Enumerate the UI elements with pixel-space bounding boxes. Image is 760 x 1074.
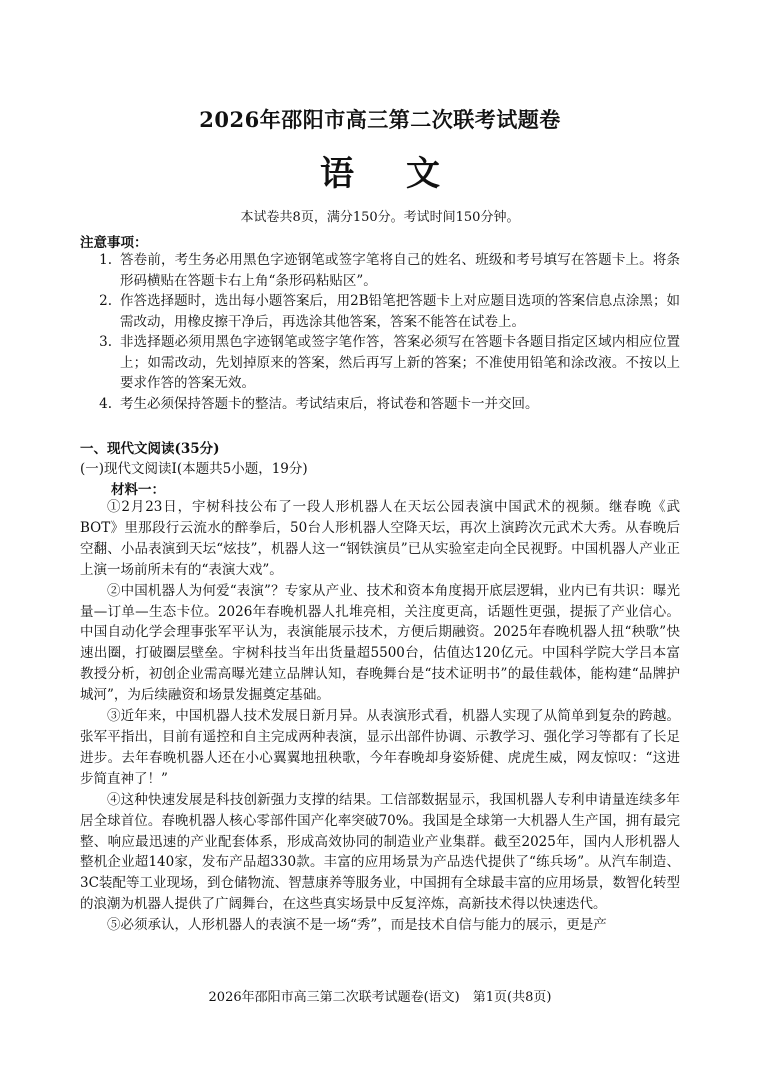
notice-title: 注意事项：: [80, 235, 148, 251]
subject-title: [0, 146, 760, 195]
subject-char-1: 语: [320, 154, 354, 194]
notice-list: [80, 250, 680, 414]
notice-item: [80, 394, 680, 415]
exam-info: 本试卷共8页，满分150分。考试时间150分钟。: [240, 210, 520, 225]
page-footer: 2026年邵阳市高三第二次联考试题卷(语文) 第1页(共8页): [208, 990, 552, 1005]
paragraph: ④这种快速发展是科技创新强力支撑的结果。工信部数据显示，我国机器人专利申请量连续多年居全球首位。春晚机器人核心零部件国产化率突破70%。我国是全球第一大机器人生产国，拥有最完整、响应最迅速的产业配套体系，形成高效协同的制造业产业集群。截至2025年，国内人形机器人整机企业超140家，发布产品超330款。丰富的应用场景为产品迭代提供了“练兵场”。从汽车制造、3C装配等工业现场，到仓储物流、智慧康养等服务业，中国拥有全球最丰富的应用场景，数智化转型的浪潮为机器人提供了广阔舞台，在这些真实场景中反复淬炼，高新技术得以快速迭代。: [80, 791, 680, 913]
notice-item: [80, 332, 680, 394]
notice-text: 考生必须保持答题卡的整洁。考试结束后，将试卷和答题卡一并交回。: [120, 395, 539, 412]
paragraph: ②中国机器人为何爱“表演”？专家从产业、技术和资本角度揭开底层逻辑，业内已有共识：曝光量—订单—生态卡位。2026年春晚机器人扎堆亮相，关注度更高，话题性更强，提振了产业信心。中国自动化学会理事张军平认为，表演能展示技术，方便后期融资。2025年春晚机器人扭“秧歌”快速出圈，打破圈层壁垒。宇树科技当年出货量超5500台，估值达120亿元。中国科学院大学吕本富教授分析，初创企业需高曝光建立品牌认知，春晚舞台是“技术证明书”的最佳载体，能构建“品牌护城河”，为后续融资和场景发掘奠定基础。: [80, 582, 680, 704]
paragraph: ③近年来，中国机器人技术发展日新月异。从表演形式看，机器人实现了从简单到复杂的跨越。张军平指出，目前有遥控和自主完成两种表演，显示出部件协调、示教学习、强化学习等都有了长足进步。去年春晚机器人还在小心翼翼地扭秧歌，今年春晚却身姿矫健、虎虎生威，网友惊叹：“这进步简直神了！”: [80, 708, 680, 787]
notice-text: 答卷前，考生务必用黑色字迹钢笔或签字笔将自己的姓名、班级和考号填写在答题卡上。将条形码横贴在答题卡右上角“条形码粘贴区”。: [120, 252, 680, 289]
material-label: 材料一：: [111, 482, 165, 498]
notice-number: 4.: [99, 395, 112, 412]
notice-text: 非选择题必须用黑色字迹钢笔或签字笔作答，答案必须写在答题卡各题目指定区域内相应位置上；如需改动，先划掉原来的答案，然后再写上新的答案；不准使用铅笔和涂改液。不按以上要求作答的答案无效。: [120, 334, 680, 391]
notice-item: [80, 250, 680, 291]
material-body: [80, 497, 680, 936]
section-heading: 一、现代文阅读(35分): [80, 441, 220, 457]
notice-number: 3.: [99, 334, 112, 350]
subject-char-2: 文: [406, 154, 440, 194]
section-subheading: (一)现代文阅读Ⅰ(本题共5小题，19分): [80, 461, 308, 477]
notice-number: 2.: [99, 293, 112, 309]
notice-number: 1.: [99, 252, 112, 268]
exam-title: 2026年邵阳市高三第二次联考试题卷: [199, 107, 561, 132]
paragraph: ⑤必须承认，人形机器人的表演不是一场“秀”，而是技术自信与能力的展示，更是产: [107, 917, 607, 934]
notice-item: [80, 291, 680, 332]
notice-text: 作答选择题时，选出每小题答案后，用2B铅笔把答题卡上对应题目选项的答案信息点涂黑；如需改动，用橡皮擦干净后，再选涂其他答案，答案不能答在试卷上。: [120, 293, 680, 330]
paragraph: ①2月23日，宇树科技公布了一段人形机器人在天坛公园表演中国武术的视频。继春晚《武BOT》里那段行云流水的醉拳后，50台人形机器人空降天坛，再次上演跨次元武术大秀。从春晚后空翻、小品表演到天坛“炫技”，机器人这一“钢铁演员”已从实验室走向全民视野。中国机器人产业正上演一场前所未有的“表演大戏”。: [80, 499, 680, 578]
